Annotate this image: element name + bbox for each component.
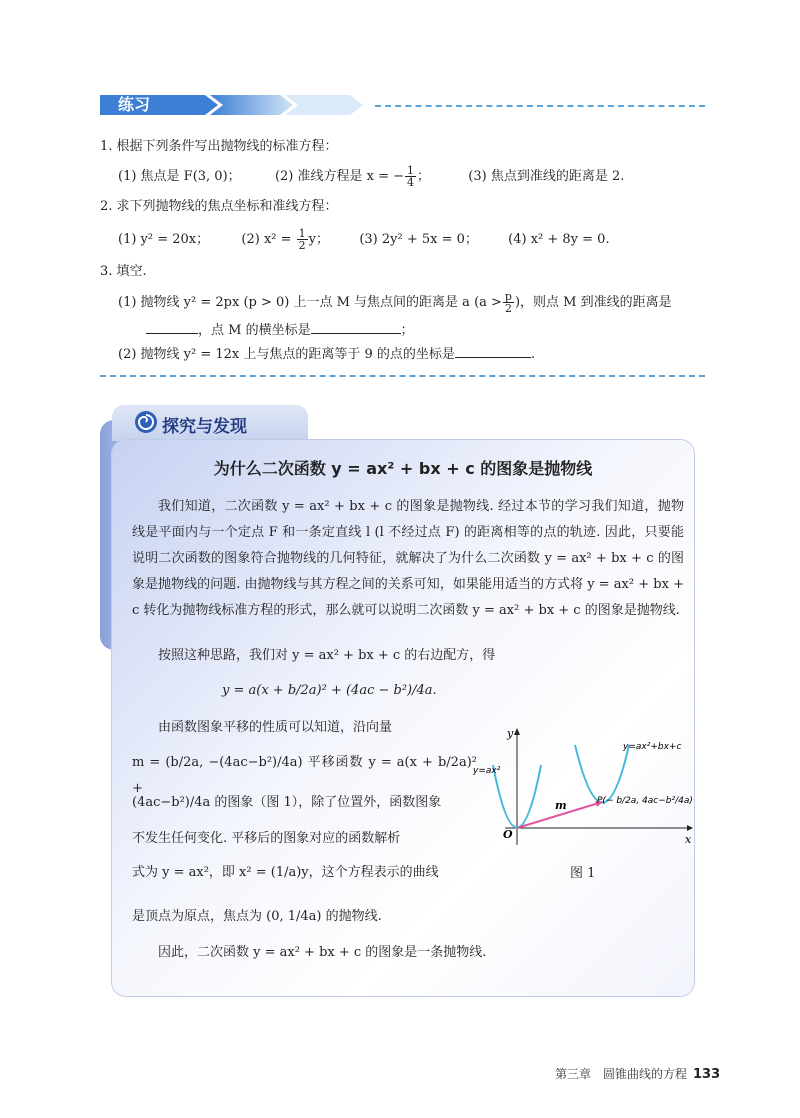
question-3-prompt: 3. 填空. — [100, 264, 147, 279]
swirl-icon — [134, 410, 158, 434]
q2-item-b-fraction: $\frac{1}{2}$ — [298, 227, 306, 252]
question-3-item-b: (2) 抛物线 y² = 12x 上与焦点的距离等于 9 的点的坐标是 . — [118, 347, 536, 362]
label-x: x — [685, 833, 692, 846]
label-m: m — [555, 799, 567, 812]
q3-item-a-fraction: $\frac{p}{2}$ — [504, 290, 512, 315]
explore-paragraph-4: 因此，二次函数 y = ax² + bx + c 的图象是一条抛物线. — [158, 945, 487, 960]
explore-paragraph-2: 按照这种思路，我们对 y = ax² + bx + c 的右边配方，得 — [158, 648, 496, 663]
q3-answer-blank-3[interactable] — [455, 345, 531, 358]
chapter-label: 第三章 圆锥曲线的方程 — [555, 1067, 688, 1081]
explore-paragraph-3-line-2: m = (b/2a, −(4ac−b²)/4a) 平移函数 y = a(x + b/2a)² + — [132, 755, 477, 796]
explore-title: 为什么二次函数 y = ax² + bx + c 的图象是抛物线 — [213, 459, 593, 478]
q2-item-b-pre: (2) x² = — [241, 232, 296, 247]
explore-paragraph-3-line-5: 式为 y = ax²，即 x² = (1/a)y，这个方程表示的曲线 — [132, 865, 439, 880]
question-1-prompt: 1. 根据下列条件写出抛物线的标准方程： — [100, 139, 338, 154]
q3-answer-blank-2[interactable] — [311, 321, 401, 334]
practice-bottom-divider — [100, 375, 705, 377]
explore-paragraph-3-line-4: 不发生任何变化. 平移后的图象对应的函数解析 — [132, 831, 401, 846]
explore-paragraph-3-line-1: 由函数图象平移的性质可以知道，沿向量 — [158, 720, 393, 735]
explore-paragraph-1: 我们知道，二次函数 y = ax² + bx + c 的图象是抛物线. 经过本节的学习我们知道，抛物线是平面内与一个定点 F 和一条定直线 l (l 不经过点 F) 的距离相等的点的轨迹. 因此，只要能说明二次函数的图象符合抛物线的几何特征，就解决了为什么二次函数 y = ax² + bx + c 的图象是抛物线的问题. 由抛物线与其方程之间的关系可知，如果能用适当的方式将 y = ax² + bx + c 转化为抛物线标准方程的形式，那么就可以说明二次函数 y = ax² + bx + c 的图象是抛物线. — [132, 499, 684, 618]
explore-paragraph-3-line-6: 是顶点为原点，焦点为 (0, 1/4a) 的抛物线. — [132, 909, 382, 924]
label-curve-2: y=ax²+bx+c — [623, 742, 682, 752]
page-number: 133 — [693, 1067, 721, 1082]
q2-item-c: (3) 2y² + 5x = 0； — [359, 232, 478, 247]
q1-item-b-fraction: $\frac{1}{4}$ — [407, 164, 414, 189]
q1-item-a: (1) 焦点是 F(3, 0)； — [118, 169, 241, 184]
question-1-items: (1) 焦点是 F(3, 0)； (2) 准线方程是 x = − $\frac{1}{4}$ ； (3) 焦点到准线的距离是 2. — [118, 164, 625, 189]
q2-item-d: (4) x² + 8y = 0. — [508, 232, 610, 247]
label-point-p: P(− b/2a, 4ac−b²/4a) — [597, 796, 693, 806]
q1-item-b-pre: (2) 准线方程是 x = − — [274, 169, 404, 184]
explore-header-title: 探究与发现 — [162, 417, 247, 437]
practice-header-divider — [375, 105, 705, 107]
label-curve-1: y=ax² — [473, 766, 501, 776]
question-3-item-a-line2: ，点 M 的横坐标是 ； — [146, 321, 414, 340]
question-2-items: (1) y² = 20x； (2) x² = $\frac{1}{2}$ y； (3) 2y² + 5x = 0； (4) x² + 8y = 0. — [118, 227, 610, 252]
q1-item-c: (3) 焦点到准线的距离是 2. — [468, 169, 625, 184]
page-footer — [555, 1065, 720, 1082]
y-axis-arrow — [514, 728, 520, 735]
label-origin: O — [503, 828, 513, 841]
parabola-y-ax2-bx-c — [575, 745, 629, 803]
figure-1-caption: 图 1 — [570, 866, 596, 881]
q2-item-a: (1) y² = 20x； — [118, 232, 210, 247]
label-y: y — [507, 727, 514, 740]
q3-answer-blank-1[interactable] — [146, 321, 198, 334]
question-2-prompt: 2. 求下列抛物线的焦点坐标和准线方程： — [100, 199, 338, 214]
explore-paragraph-3-line-3: (4ac−b²)/4a 的图象（图 1），除了位置外，函数图象 — [132, 795, 442, 810]
practice-header-title: 练习 — [118, 95, 151, 114]
explore-equation-1: y = a(x + b/2a)² + (4ac − b²)/4a. — [222, 683, 437, 698]
question-3-item-a: (1) 抛物线 y² = 2px (p > 0) 上一点 M 与焦点间的距离是 a (a > $\frac{p}{2}$ )，则点 M 到准线的距离是 — [118, 290, 672, 315]
x-axis-arrow — [687, 825, 693, 831]
figure-1-graph — [465, 725, 695, 850]
